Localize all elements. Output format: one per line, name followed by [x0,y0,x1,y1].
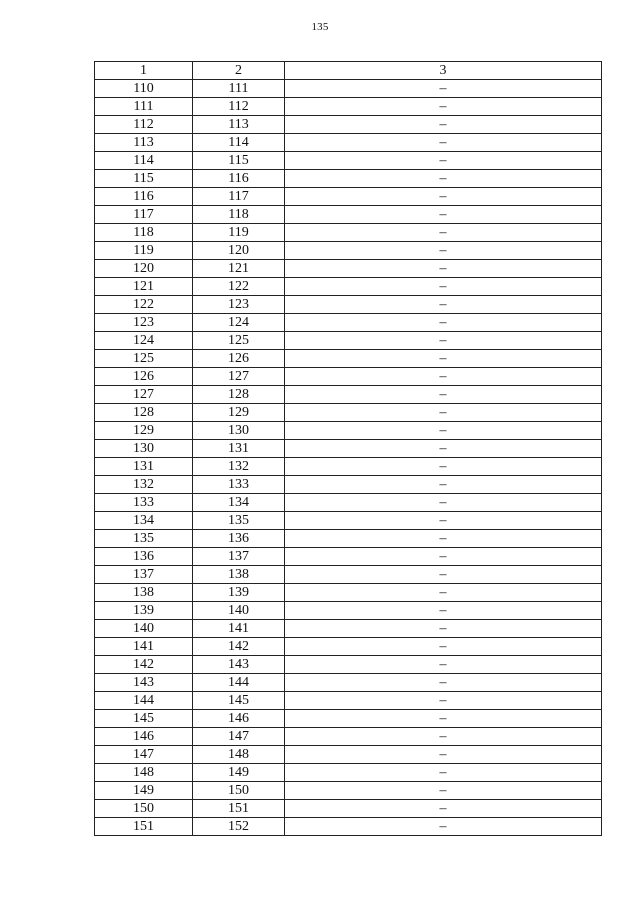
column-header-3: 3 [285,62,602,80]
table-row [95,332,602,350]
table-row [95,512,602,530]
table-row [95,530,602,548]
table-cell-col-2: 114 [193,134,285,152]
table-cell-col-3: – [285,620,602,638]
table-cell-col-2: 137 [193,548,285,566]
table-cell-col-3: – [285,260,602,278]
table-cell-col-3: – [285,458,602,476]
table-row [95,170,602,188]
table-cell-col-1: 138 [95,584,193,602]
table-cell-col-1: 110 [95,80,193,98]
table-cell-col-2: 122 [193,278,285,296]
table-cell-col-2: 150 [193,782,285,800]
table-cell-col-3: – [285,134,602,152]
table-cell-col-1: 120 [95,260,193,278]
table-row [95,422,602,440]
table-cell-col-3: – [285,116,602,134]
table-cell-col-2: 113 [193,116,285,134]
table-cell-col-2: 127 [193,368,285,386]
table-cell-col-2: 125 [193,332,285,350]
table-cell-col-1: 137 [95,566,193,584]
table-cell-col-3: – [285,674,602,692]
table-cell-col-3: – [285,152,602,170]
table-cell-col-3: – [285,422,602,440]
table-cell-col-2: 111 [193,80,285,98]
table-cell-col-3: – [285,476,602,494]
data-table [94,61,602,836]
table-cell-col-3: – [285,404,602,422]
table-cell-col-1: 145 [95,710,193,728]
table-cell-col-2: 146 [193,710,285,728]
table-cell-col-2: 131 [193,440,285,458]
table-cell-col-1: 115 [95,170,193,188]
table-cell-col-2: 120 [193,242,285,260]
table-cell-col-3: – [285,638,602,656]
table-cell-col-1: 116 [95,188,193,206]
table-row [95,404,602,422]
table-row [95,638,602,656]
table-cell-col-3: – [285,764,602,782]
table-cell-col-3: – [285,170,602,188]
table-row [95,134,602,152]
table-cell-col-1: 126 [95,368,193,386]
table-row [95,602,602,620]
table-row [95,242,602,260]
table-cell-col-1: 136 [95,548,193,566]
table-cell-col-1: 122 [95,296,193,314]
table-row [95,476,602,494]
table-cell-col-1: 150 [95,800,193,818]
table-row [95,548,602,566]
table-cell-col-1: 117 [95,206,193,224]
table-cell-col-2: 126 [193,350,285,368]
table-row [95,368,602,386]
table-cell-col-1: 125 [95,350,193,368]
table-row [95,206,602,224]
table-cell-col-2: 133 [193,476,285,494]
table-cell-col-2: 135 [193,512,285,530]
table-cell-col-1: 129 [95,422,193,440]
table-cell-col-3: – [285,440,602,458]
table-row [95,260,602,278]
table-cell-col-2: 142 [193,638,285,656]
table-cell-col-1: 151 [95,818,193,836]
table-body [95,80,602,836]
table-cell-col-2: 136 [193,530,285,548]
table-cell-col-2: 115 [193,152,285,170]
table-cell-col-2: 123 [193,296,285,314]
table-row [95,692,602,710]
table-cell-col-3: – [285,332,602,350]
table-cell-col-3: – [285,800,602,818]
table-cell-col-2: 141 [193,620,285,638]
table-cell-col-3: – [285,98,602,116]
table-row [95,566,602,584]
table-cell-col-2: 119 [193,224,285,242]
table-row [95,278,602,296]
table-cell-col-2: 129 [193,404,285,422]
table-cell-col-1: 118 [95,224,193,242]
table-row [95,656,602,674]
table-row [95,80,602,98]
table-row [95,440,602,458]
table-cell-col-3: – [285,350,602,368]
table-cell-col-2: 144 [193,674,285,692]
table-cell-col-2: 139 [193,584,285,602]
table-cell-col-2: 140 [193,602,285,620]
table-cell-col-2: 117 [193,188,285,206]
table-cell-col-1: 128 [95,404,193,422]
table-cell-col-2: 116 [193,170,285,188]
table-cell-col-3: – [285,368,602,386]
table-cell-col-3: – [285,656,602,674]
table-row [95,116,602,134]
table-cell-col-1: 121 [95,278,193,296]
table-cell-col-1: 130 [95,440,193,458]
table-cell-col-1: 127 [95,386,193,404]
table-row [95,458,602,476]
table-cell-col-3: – [285,314,602,332]
page-number: 135 [311,21,329,33]
table-cell-col-3: – [285,530,602,548]
table-row [95,746,602,764]
table-cell-col-3: – [285,80,602,98]
table-row [95,224,602,242]
table-cell-col-1: 114 [95,152,193,170]
table-row [95,494,602,512]
table-cell-col-2: 147 [193,728,285,746]
table-cell-col-3: – [285,242,602,260]
table-cell-col-1: 141 [95,638,193,656]
table-cell-col-2: 152 [193,818,285,836]
table-cell-col-2: 112 [193,98,285,116]
table-row [95,710,602,728]
table-cell-col-1: 124 [95,332,193,350]
table-row [95,296,602,314]
table-cell-col-2: 151 [193,800,285,818]
table-row [95,188,602,206]
table-row [95,764,602,782]
table-cell-col-1: 149 [95,782,193,800]
table-cell-col-2: 145 [193,692,285,710]
table-cell-col-3: – [285,296,602,314]
table-cell-col-2: 149 [193,764,285,782]
table-cell-col-2: 118 [193,206,285,224]
table-cell-col-3: – [285,188,602,206]
table-cell-col-1: 112 [95,116,193,134]
table-cell-col-1: 111 [95,98,193,116]
table-cell-col-1: 132 [95,476,193,494]
table-cell-col-3: – [285,566,602,584]
table-cell-col-1: 143 [95,674,193,692]
table-cell-col-3: – [285,692,602,710]
table-cell-col-1: 139 [95,602,193,620]
table-cell-col-2: 130 [193,422,285,440]
column-header-1: 1 [95,62,193,80]
table-cell-col-1: 123 [95,314,193,332]
table-cell-col-3: – [285,602,602,620]
table-cell-col-1: 135 [95,530,193,548]
table-row [95,728,602,746]
table-cell-col-1: 131 [95,458,193,476]
table-cell-col-3: – [285,710,602,728]
table-cell-col-3: – [285,746,602,764]
table-cell-col-1: 113 [95,134,193,152]
table-cell-col-3: – [285,512,602,530]
table-cell-col-3: – [285,206,602,224]
table-cell-col-3: – [285,584,602,602]
table-row [95,350,602,368]
table-cell-col-3: – [285,818,602,836]
table-row [95,818,602,836]
table-row [95,800,602,818]
table-cell-col-3: – [285,386,602,404]
table-cell-col-3: – [285,728,602,746]
table-row [95,98,602,116]
table-row [95,152,602,170]
table-header-row [95,62,602,80]
column-header-2: 2 [193,62,285,80]
table-row [95,620,602,638]
table-cell-col-2: 148 [193,746,285,764]
table-row [95,314,602,332]
table-cell-col-1: 144 [95,692,193,710]
table-row [95,674,602,692]
table-cell-col-3: – [285,278,602,296]
table-cell-col-1: 147 [95,746,193,764]
table-cell-col-1: 142 [95,656,193,674]
table-cell-col-1: 134 [95,512,193,530]
table-cell-col-2: 121 [193,260,285,278]
table-cell-col-3: – [285,548,602,566]
table-row [95,584,602,602]
table-cell-col-2: 134 [193,494,285,512]
table-cell-col-1: 119 [95,242,193,260]
table-cell-col-2: 143 [193,656,285,674]
table-cell-col-1: 133 [95,494,193,512]
table-cell-col-3: – [285,494,602,512]
table-cell-col-2: 124 [193,314,285,332]
table-row [95,386,602,404]
table-cell-col-2: 128 [193,386,285,404]
table-cell-col-2: 132 [193,458,285,476]
table-row [95,782,602,800]
table-cell-col-3: – [285,224,602,242]
table-cell-col-1: 140 [95,620,193,638]
table-cell-col-1: 148 [95,764,193,782]
table-cell-col-3: – [285,782,602,800]
table-cell-col-1: 146 [95,728,193,746]
table-cell-col-2: 138 [193,566,285,584]
